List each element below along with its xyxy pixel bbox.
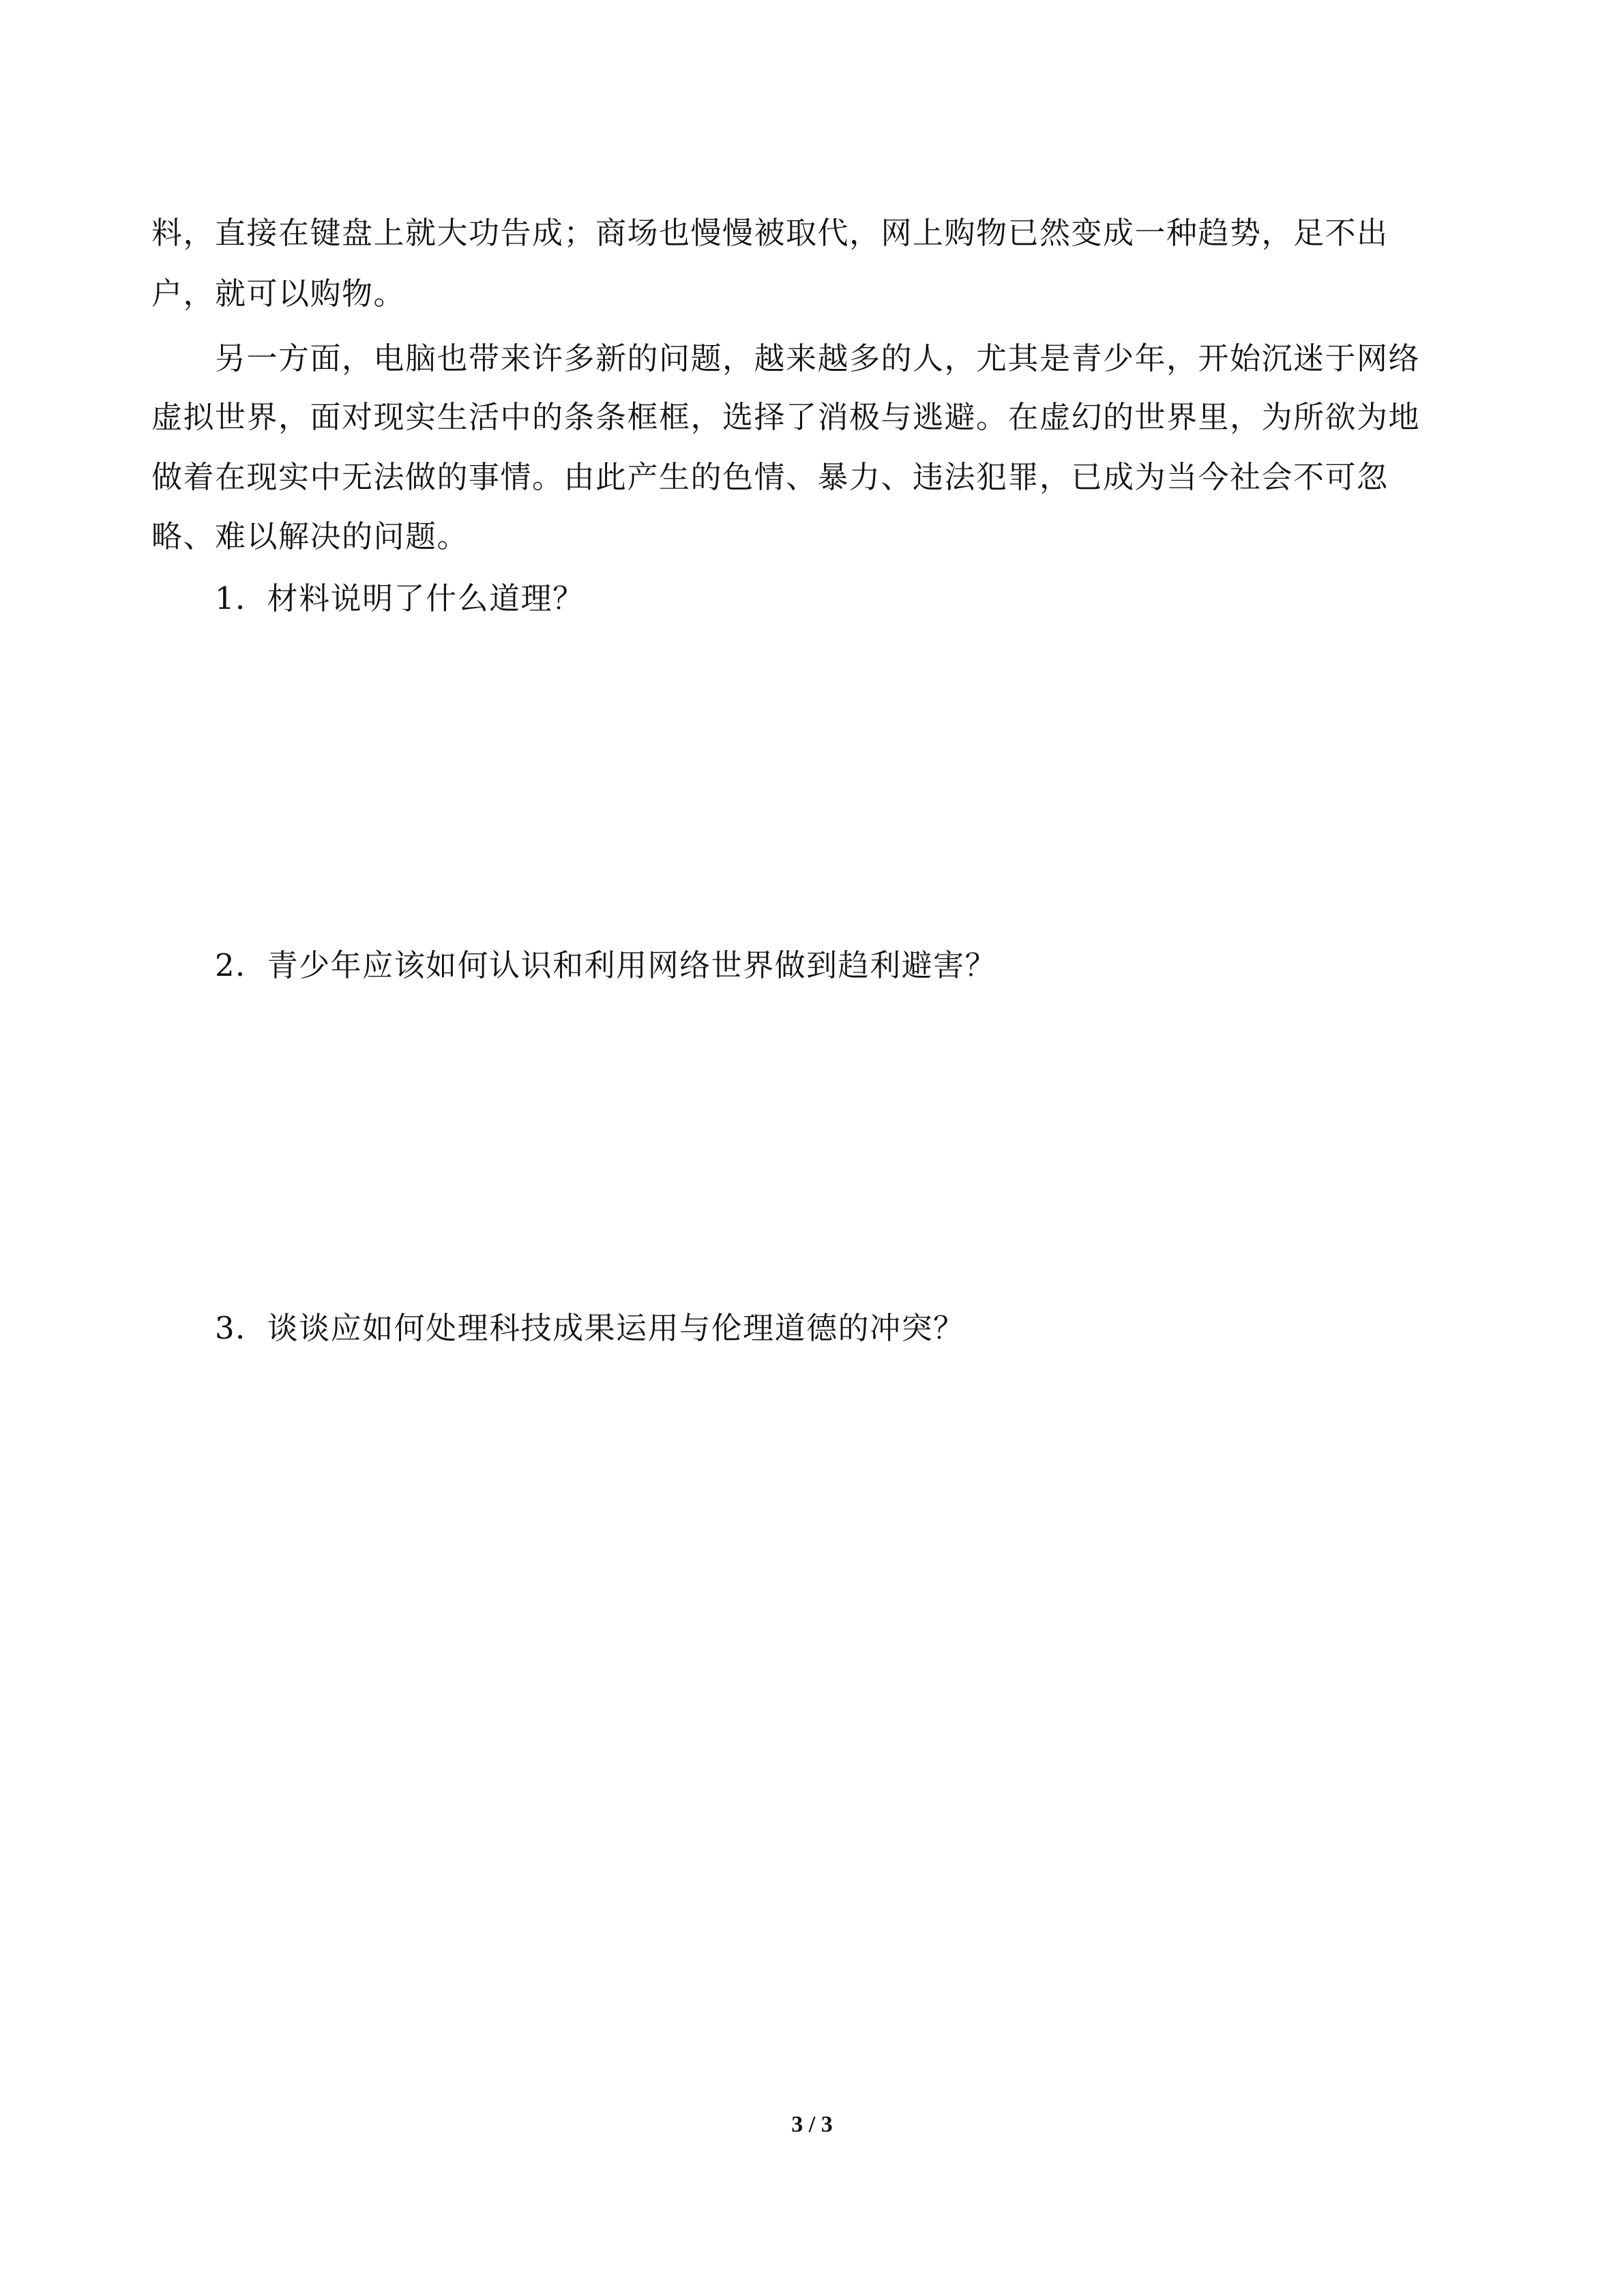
paragraph-2-line-3: 做着在现实中无法做的事情。由此产生的色情、暴力、违法犯罪，已成为当今社会不可忽 xyxy=(151,459,1389,495)
question-3: 3．谈谈应如何处理科技成果运用与伦理道德的冲突？ xyxy=(215,1310,965,1346)
paragraph-2-line-2: 虚拟世界，面对现实生活中的条条框框，选择了消极与逃避。在虚幻的世界里，为所欲为地 xyxy=(151,399,1421,435)
question-2: 2．青少年应该如何认识和利用网络世界做到趋利避害？ xyxy=(215,947,997,983)
paragraph-2-line-1: 另一方面，电脑也带来许多新的问题，越来越多的人，尤其是青少年，开始沉迷于网络 xyxy=(215,340,1421,376)
paragraph-1-line-1: 料，直接在键盘上就大功告成；商场也慢慢被取代，网上购物已然变成一种趋势，足不出 xyxy=(151,215,1389,251)
paragraph-1-line-2: 户，就可以购物。 xyxy=(151,275,406,312)
question-1: 1．材料说明了什么道理？ xyxy=(215,580,585,616)
page-number: 3 / 3 xyxy=(791,2112,833,2137)
paragraph-2-line-4: 略、难以解决的问题。 xyxy=(151,518,469,554)
